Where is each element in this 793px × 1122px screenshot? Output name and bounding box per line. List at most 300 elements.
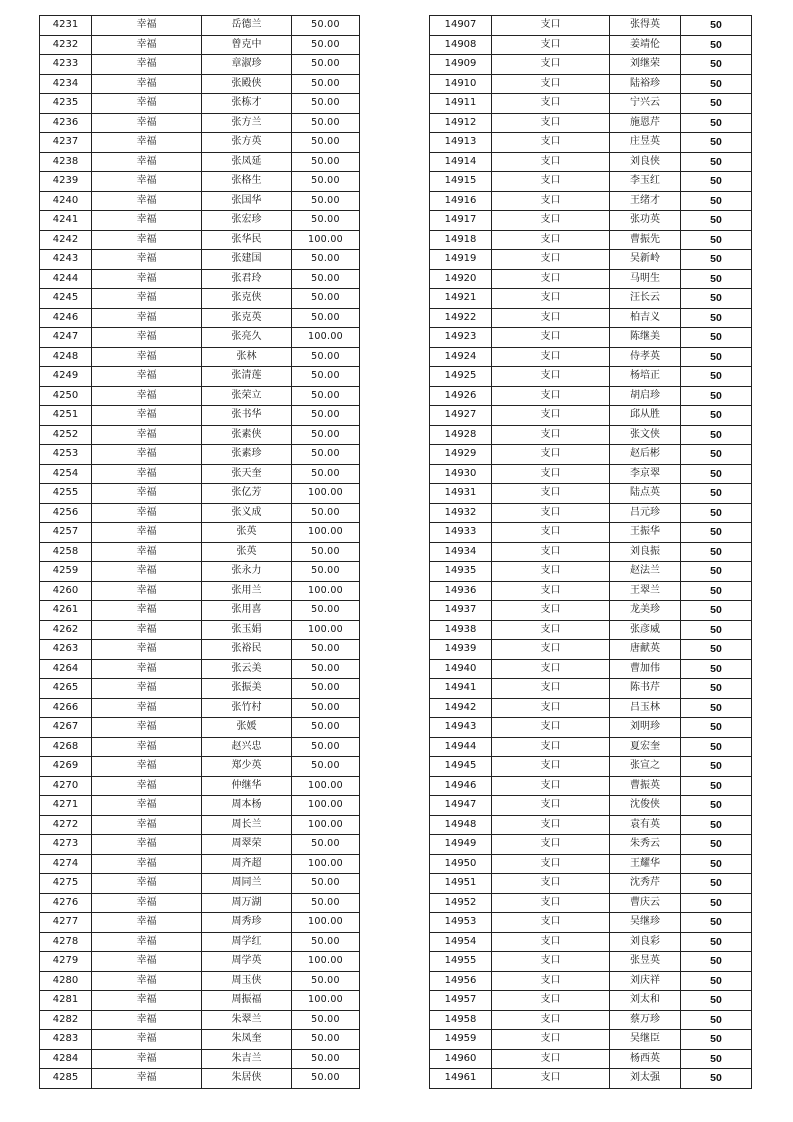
amount-cell: 50.00 [292,659,360,679]
row-id-cell: 4266 [40,698,92,718]
row-id-cell: 4258 [40,542,92,562]
row-id-cell: 14933 [430,523,492,543]
name-cell: 沈秀芹 [610,874,681,894]
group-cell: 支口 [492,1069,610,1089]
name-cell: 吴继珍 [610,913,681,933]
group-cell: 支口 [492,952,610,972]
amount-cell: 50.00 [292,94,360,114]
amount-cell: 50.00 [292,191,360,211]
amount-cell: 100.00 [292,484,360,504]
name-cell: 张宏珍 [202,211,292,231]
group-cell: 幸福 [92,152,202,172]
name-cell: 曹庆云 [610,893,681,913]
group-cell: 支口 [492,1010,610,1030]
row-id-cell: 14949 [430,835,492,855]
table-row [40,542,360,562]
name-cell: 侍孝英 [610,347,681,367]
name-cell: 张用兰 [202,581,292,601]
table-row [430,269,752,289]
row-id-cell: 4242 [40,230,92,250]
table-row [430,913,752,933]
row-id-cell: 14907 [430,16,492,36]
amount-cell: 50.00 [292,55,360,75]
name-cell: 张格生 [202,172,292,192]
group-cell: 幸福 [92,133,202,153]
name-cell: 周齐超 [202,854,292,874]
group-cell: 支口 [492,640,610,660]
group-cell: 幸福 [92,542,202,562]
group-cell: 幸福 [92,74,202,94]
name-cell: 朱居侠 [202,1069,292,1089]
name-cell: 李玉红 [610,172,681,192]
group-cell: 幸福 [92,971,202,991]
amount-cell: 50 [681,542,752,562]
group-cell: 幸福 [92,1030,202,1050]
group-cell: 支口 [492,562,610,582]
row-id-cell: 4264 [40,659,92,679]
table-row [430,74,752,94]
row-id-cell: 4261 [40,601,92,621]
table-row [430,484,752,504]
table-row [40,367,360,387]
name-cell: 张凤延 [202,152,292,172]
row-id-cell: 4280 [40,971,92,991]
table-row [430,1010,752,1030]
row-id-cell: 4273 [40,835,92,855]
group-cell: 支口 [492,406,610,426]
amount-cell: 100.00 [292,913,360,933]
table-row [430,679,752,699]
table-row [40,133,360,153]
amount-cell: 50 [681,718,752,738]
group-cell: 幸福 [92,94,202,114]
table-row [430,581,752,601]
amount-cell: 50 [681,640,752,660]
row-id-cell: 14918 [430,230,492,250]
group-cell: 支口 [492,386,610,406]
table-row [430,464,752,484]
row-id-cell: 14947 [430,796,492,816]
amount-cell: 50 [681,601,752,621]
amount-cell: 50.00 [292,250,360,270]
name-cell: 张国华 [202,191,292,211]
table-row [40,893,360,913]
amount-cell: 50 [681,913,752,933]
group-cell: 幸福 [92,464,202,484]
group-cell: 支口 [492,347,610,367]
table-row [430,874,752,894]
row-id-cell: 4249 [40,367,92,387]
table-row [430,1069,752,1089]
row-id-cell: 14921 [430,289,492,309]
group-cell: 幸福 [92,776,202,796]
name-cell: 吴继臣 [610,1030,681,1050]
row-id-cell: 14954 [430,932,492,952]
row-id-cell: 4246 [40,308,92,328]
row-id-cell: 14923 [430,328,492,348]
amount-cell: 50.00 [292,308,360,328]
group-cell: 幸福 [92,835,202,855]
amount-cell: 50.00 [292,406,360,426]
table-row [40,425,360,445]
table-row [430,698,752,718]
name-cell: 周振福 [202,991,292,1011]
amount-cell: 50 [681,16,752,36]
row-id-cell: 4256 [40,503,92,523]
amount-cell: 50 [681,659,752,679]
name-cell: 刘明珍 [610,718,681,738]
row-id-cell: 4281 [40,991,92,1011]
name-cell: 沈俊侠 [610,796,681,816]
table-row [40,991,360,1011]
table-row [430,815,752,835]
amount-cell: 50 [681,269,752,289]
group-cell: 幸福 [92,757,202,777]
name-cell: 张昱英 [610,952,681,972]
group-cell: 幸福 [92,640,202,660]
name-cell: 刘良振 [610,542,681,562]
amount-cell: 50 [681,328,752,348]
table-row [430,659,752,679]
row-id-cell: 4233 [40,55,92,75]
row-id-cell: 14915 [430,172,492,192]
group-cell: 幸福 [92,191,202,211]
amount-cell: 100.00 [292,581,360,601]
group-cell: 幸福 [92,347,202,367]
row-id-cell: 14910 [430,74,492,94]
group-cell: 幸福 [92,35,202,55]
table-row [40,562,360,582]
amount-cell: 50 [681,796,752,816]
amount-cell: 50 [681,113,752,133]
amount-cell: 50 [681,835,752,855]
amount-cell: 50.00 [292,133,360,153]
group-cell: 幸福 [92,230,202,250]
row-id-cell: 4252 [40,425,92,445]
row-id-cell: 4278 [40,932,92,952]
row-id-cell: 4251 [40,406,92,426]
row-id-cell: 4247 [40,328,92,348]
name-cell: 曹振英 [610,776,681,796]
name-cell: 吴新岭 [610,250,681,270]
name-cell: 赵兴忠 [202,737,292,757]
row-id-cell: 4231 [40,16,92,36]
row-id-cell: 14945 [430,757,492,777]
table-row [40,16,360,36]
group-cell: 支口 [492,737,610,757]
group-cell: 支口 [492,835,610,855]
group-cell: 支口 [492,659,610,679]
name-cell: 柏吉义 [610,308,681,328]
row-id-cell: 4234 [40,74,92,94]
amount-cell: 50 [681,172,752,192]
group-cell: 支口 [492,815,610,835]
table-row [430,35,752,55]
group-cell: 支口 [492,113,610,133]
name-cell: 张荣立 [202,386,292,406]
row-id-cell: 14914 [430,152,492,172]
amount-cell: 50.00 [292,698,360,718]
amount-cell: 50.00 [292,211,360,231]
row-id-cell: 4244 [40,269,92,289]
name-cell: 张天奎 [202,464,292,484]
row-id-cell: 14934 [430,542,492,562]
group-cell: 支口 [492,328,610,348]
amount-cell: 50.00 [292,503,360,523]
group-cell: 幸福 [92,503,202,523]
row-id-cell: 14938 [430,620,492,640]
row-id-cell: 4253 [40,445,92,465]
amount-cell: 50 [681,620,752,640]
amount-cell: 50 [681,94,752,114]
amount-cell: 50.00 [292,679,360,699]
row-id-cell: 14929 [430,445,492,465]
name-cell: 张素侠 [202,425,292,445]
table-row [40,854,360,874]
amount-cell: 50 [681,1030,752,1050]
amount-cell: 50 [681,1010,752,1030]
group-cell: 支口 [492,971,610,991]
amount-cell: 50 [681,776,752,796]
name-cell: 张栋才 [202,94,292,114]
table-row [430,191,752,211]
name-cell: 张彦威 [610,620,681,640]
table-row [40,601,360,621]
row-id-cell: 4248 [40,347,92,367]
table-row [40,289,360,309]
amount-cell: 50 [681,445,752,465]
name-cell: 张君玲 [202,269,292,289]
row-id-cell: 4267 [40,718,92,738]
group-cell: 幸福 [92,854,202,874]
table-row [430,289,752,309]
group-cell: 支口 [492,74,610,94]
name-cell: 张殿侠 [202,74,292,94]
table-row [430,16,752,36]
table-row [40,1049,360,1069]
amount-cell: 100.00 [292,523,360,543]
amount-cell: 100.00 [292,815,360,835]
table-row [430,503,752,523]
row-id-cell: 14936 [430,581,492,601]
amount-cell: 50 [681,35,752,55]
row-id-cell: 14961 [430,1069,492,1089]
name-cell: 张义成 [202,503,292,523]
name-cell: 岳德兰 [202,16,292,36]
amount-cell: 50.00 [292,113,360,133]
group-cell: 幸福 [92,386,202,406]
name-cell: 吕玉林 [610,698,681,718]
name-cell: 杨培正 [610,367,681,387]
table-row [430,1030,752,1050]
table-row [40,659,360,679]
amount-cell: 50.00 [292,1010,360,1030]
row-id-cell: 14943 [430,718,492,738]
amount-cell: 50.00 [292,562,360,582]
table-row [430,406,752,426]
amount-cell: 50 [681,971,752,991]
row-id-cell: 4240 [40,191,92,211]
table-row [40,796,360,816]
table-row [40,269,360,289]
table-row [40,308,360,328]
name-cell: 张竹村 [202,698,292,718]
table-row [430,523,752,543]
right-roster-table [429,15,752,1089]
name-cell: 张媛 [202,718,292,738]
group-cell: 支口 [492,250,610,270]
table-row [430,230,752,250]
amount-cell: 50.00 [292,347,360,367]
row-id-cell: 4255 [40,484,92,504]
table-row [430,445,752,465]
name-cell: 朱吉兰 [202,1049,292,1069]
amount-cell: 50.00 [292,542,360,562]
row-id-cell: 4241 [40,211,92,231]
table-row [430,152,752,172]
group-cell: 支口 [492,1030,610,1050]
amount-cell: 50.00 [292,16,360,36]
amount-cell: 50 [681,679,752,699]
left-roster-table [39,15,360,1089]
group-cell: 幸福 [92,367,202,387]
name-cell: 刘良侠 [610,152,681,172]
row-id-cell: 14928 [430,425,492,445]
row-id-cell: 14926 [430,386,492,406]
group-cell: 支口 [492,523,610,543]
amount-cell: 50 [681,581,752,601]
table-row [40,757,360,777]
table-row [40,94,360,114]
name-cell: 汪长云 [610,289,681,309]
amount-cell: 50.00 [292,971,360,991]
group-cell: 幸福 [92,718,202,738]
amount-cell: 50 [681,250,752,270]
amount-cell: 50 [681,152,752,172]
group-cell: 幸福 [92,1010,202,1030]
table-row [430,55,752,75]
group-cell: 幸福 [92,1049,202,1069]
name-cell: 龙美珍 [610,601,681,621]
row-id-cell: 14939 [430,640,492,660]
row-id-cell: 4285 [40,1069,92,1089]
amount-cell: 50.00 [292,757,360,777]
group-cell: 支口 [492,698,610,718]
name-cell: 陆点英 [610,484,681,504]
table-row [40,1069,360,1089]
group-cell: 幸福 [92,601,202,621]
row-id-cell: 4274 [40,854,92,874]
amount-cell: 50 [681,347,752,367]
name-cell: 周长兰 [202,815,292,835]
group-cell: 支口 [492,893,610,913]
amount-cell: 100.00 [292,854,360,874]
amount-cell: 50.00 [292,874,360,894]
name-cell: 王翠兰 [610,581,681,601]
group-cell: 幸福 [92,55,202,75]
name-cell: 施恩芹 [610,113,681,133]
table-row [430,542,752,562]
row-id-cell: 4239 [40,172,92,192]
name-cell: 张克侠 [202,289,292,309]
amount-cell: 50 [681,191,752,211]
group-cell: 支口 [492,932,610,952]
name-cell: 周翠荣 [202,835,292,855]
table-row [40,113,360,133]
name-cell: 袁有英 [610,815,681,835]
row-id-cell: 4259 [40,562,92,582]
row-id-cell: 4265 [40,679,92,699]
group-cell: 支口 [492,484,610,504]
table-row [430,757,752,777]
table-row [40,1010,360,1030]
row-id-cell: 14922 [430,308,492,328]
amount-cell: 50.00 [292,152,360,172]
amount-cell: 50 [681,991,752,1011]
table-row [40,55,360,75]
row-id-cell: 14937 [430,601,492,621]
group-cell: 支口 [492,601,610,621]
name-cell: 夏宏奎 [610,737,681,757]
table-row [40,679,360,699]
amount-cell: 50.00 [292,601,360,621]
row-id-cell: 4262 [40,620,92,640]
name-cell: 张克英 [202,308,292,328]
name-cell: 朱秀云 [610,835,681,855]
group-cell: 幸福 [92,932,202,952]
table-row [40,1030,360,1050]
row-id-cell: 14941 [430,679,492,699]
name-cell: 周学英 [202,952,292,972]
amount-cell: 100.00 [292,796,360,816]
table-row [430,737,752,757]
row-id-cell: 4272 [40,815,92,835]
amount-cell: 50.00 [292,425,360,445]
table-row [430,971,752,991]
group-cell: 支口 [492,55,610,75]
table-row [430,640,752,660]
group-cell: 幸福 [92,679,202,699]
row-id-cell: 14912 [430,113,492,133]
amount-cell: 50 [681,523,752,543]
name-cell: 马明生 [610,269,681,289]
amount-cell: 50.00 [292,737,360,757]
amount-cell: 50 [681,854,752,874]
row-id-cell: 4275 [40,874,92,894]
table-row [430,718,752,738]
amount-cell: 50 [681,815,752,835]
name-cell: 宁兴云 [610,94,681,114]
amount-cell: 50 [681,893,752,913]
amount-cell: 50.00 [292,367,360,387]
group-cell: 幸福 [92,211,202,231]
amount-cell: 100.00 [292,230,360,250]
amount-cell: 50.00 [292,1030,360,1050]
group-cell: 支口 [492,152,610,172]
table-row [40,74,360,94]
row-id-cell: 4257 [40,523,92,543]
table-row [40,406,360,426]
name-cell: 曾克中 [202,35,292,55]
row-id-cell: 14952 [430,893,492,913]
amount-cell: 50 [681,386,752,406]
table-row [430,347,752,367]
name-cell: 张建国 [202,250,292,270]
amount-cell: 50.00 [292,386,360,406]
table-row [430,113,752,133]
amount-cell: 100.00 [292,328,360,348]
group-cell: 支口 [492,425,610,445]
